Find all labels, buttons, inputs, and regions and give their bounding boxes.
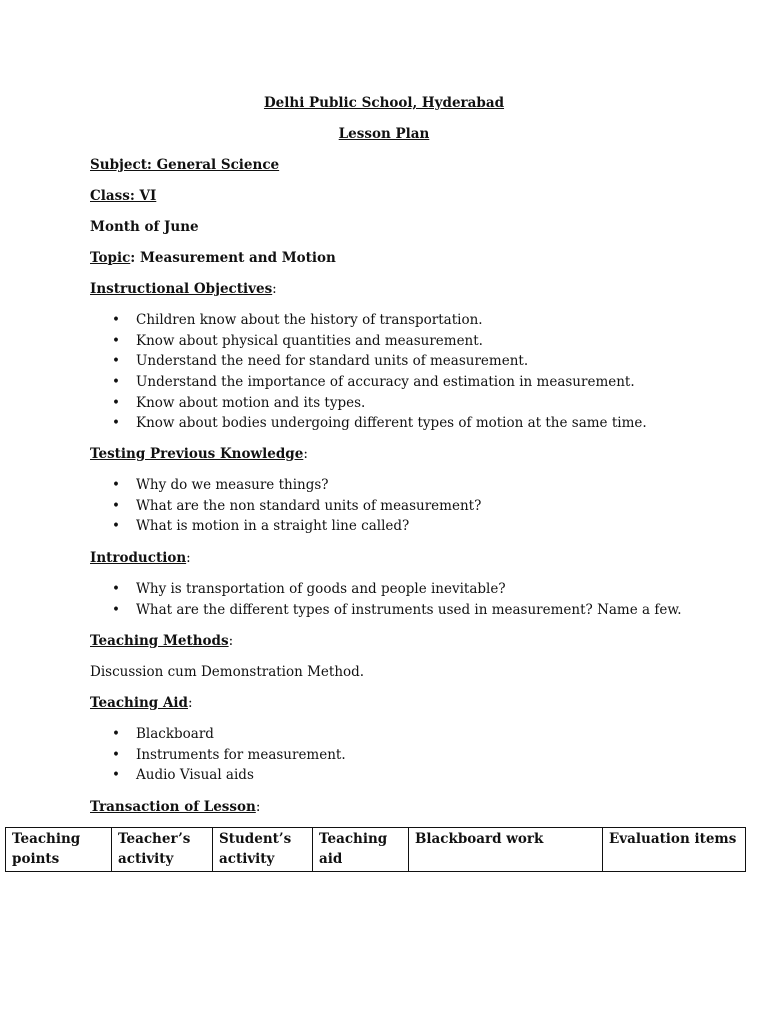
header-line: Teacher’s xyxy=(118,831,191,847)
column-header-teaching-points xyxy=(6,828,112,872)
school-title: Delhi Public School, Hyderabad xyxy=(263,95,505,111)
header-line: Teaching aid xyxy=(319,831,388,867)
objectives-heading xyxy=(90,279,277,300)
topic-label: Topic xyxy=(90,250,131,266)
column-header-blackboard-work xyxy=(409,828,603,872)
introduction-heading xyxy=(90,548,191,569)
list-item: • Children know about the history of transportation. xyxy=(90,310,647,331)
list-item: • Blackboard xyxy=(90,724,346,745)
introduction-heading-text: Introduction xyxy=(90,550,187,566)
subject-line: Subject: General Science xyxy=(90,157,280,173)
topic-line xyxy=(90,248,336,269)
teaching-methods-text: Discussion cum Demonstration Method. xyxy=(90,664,365,680)
transaction-heading-colon: : xyxy=(255,799,261,815)
teaching-methods-heading-text: Teaching Methods xyxy=(90,633,229,649)
objectives-heading-colon: : xyxy=(272,281,277,297)
list-item: • Know about bodies undergoing different types of motion at the same time. xyxy=(90,413,647,434)
list-item: • Understand the importance of accuracy and estimation in measurement. xyxy=(90,372,647,393)
introduction-list xyxy=(90,579,682,620)
list-item: • Understand the need for standard units of measurement. xyxy=(90,351,647,372)
list-item: • What are the different types of instruments used in measurement? Name a few. xyxy=(90,600,682,621)
introduction-heading-colon: : xyxy=(186,550,191,566)
objectives-list xyxy=(90,310,647,434)
header-line: Student’s xyxy=(219,831,292,847)
header-line: activity xyxy=(118,851,174,867)
column-header-teachers-activity xyxy=(112,828,213,872)
lesson-transaction-table xyxy=(5,827,746,872)
header-line: points xyxy=(12,851,60,867)
header-line: Teaching xyxy=(12,831,81,847)
table-header-row xyxy=(6,828,746,872)
teaching-aid-heading-colon: : xyxy=(188,695,193,711)
list-item: • Why is transportation of goods and people inevitable? xyxy=(90,579,682,600)
teaching-aid-heading xyxy=(90,693,193,714)
header-line: activity xyxy=(219,851,275,867)
column-header-evaluation-items xyxy=(603,828,746,872)
column-header-students-activity xyxy=(213,828,313,872)
column-header-teaching-aid xyxy=(313,828,409,872)
list-item: • What are the non standard units of measurement? xyxy=(90,496,481,517)
objectives-heading-text: Instructional Objectives xyxy=(90,281,273,297)
teaching-methods-heading-colon: : xyxy=(228,633,234,649)
list-item: • Why do we measure things? xyxy=(90,475,481,496)
topic-value: : Measurement and Motion xyxy=(130,250,336,266)
list-item: • Instruments for measurement. xyxy=(90,745,346,766)
header-line: Evaluation items xyxy=(609,831,737,847)
previous-knowledge-heading-text: Testing Previous Knowledge xyxy=(90,446,304,462)
transaction-heading-text: Transaction of Lesson xyxy=(90,799,256,815)
document-title: Lesson Plan xyxy=(338,126,430,142)
list-item: • Know about physical quantities and measurement. xyxy=(90,331,647,352)
month-line: Month of June xyxy=(90,219,199,235)
list-item: • Know about motion and its types. xyxy=(90,393,647,414)
teaching-aid-heading-text: Teaching Aid xyxy=(90,695,188,711)
previous-knowledge-heading xyxy=(90,444,308,465)
previous-knowledge-list xyxy=(90,475,481,537)
previous-knowledge-heading-colon: : xyxy=(303,446,308,462)
transaction-heading xyxy=(90,797,260,818)
header-line: Blackboard work xyxy=(415,831,544,847)
class-line: Class: VI xyxy=(90,188,157,204)
teaching-aid-list xyxy=(90,724,346,786)
list-item: • Audio Visual aids xyxy=(90,765,346,786)
list-item: • What is motion in a straight line called? xyxy=(90,516,481,537)
teaching-methods-heading xyxy=(90,631,233,652)
